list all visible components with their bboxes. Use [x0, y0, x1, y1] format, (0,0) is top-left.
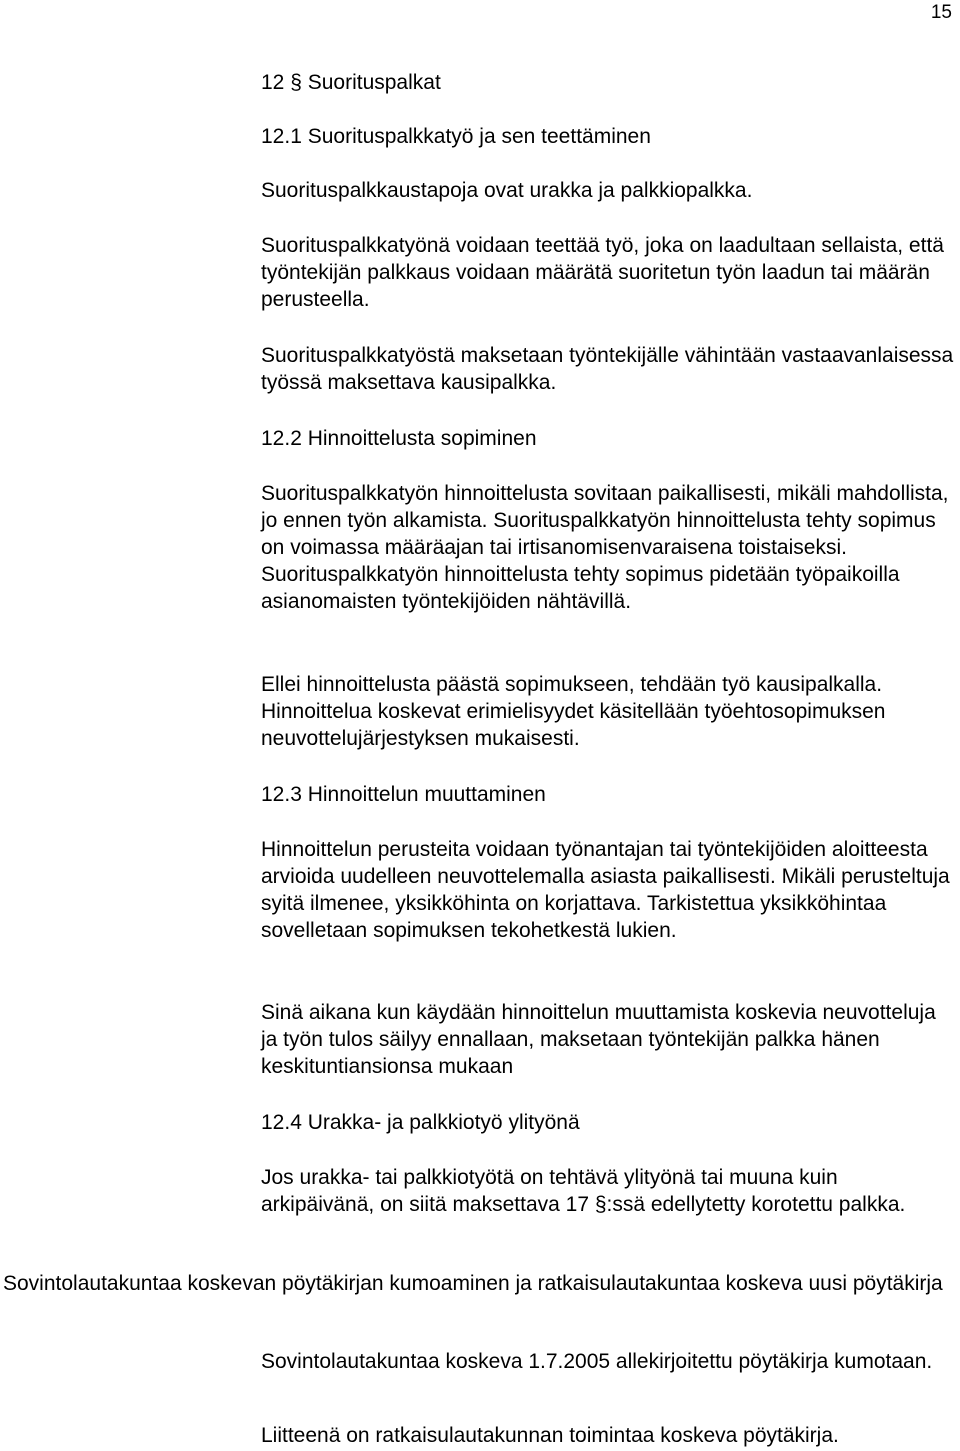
sovinto-paragraph-1: Sovintolautakuntaa koskeva 1.7.2005 allekirjoitettu pöytäkirja kumotaan. — [261, 1350, 933, 1373]
sovinto-heading: Sovintolautakuntaa koskevan pöytäkirjan kumoaminen ja ratkaisulautakuntaa koskeva uusi pöytäkirja — [3, 1272, 943, 1295]
section-12-2-paragraph-1: Suorituspalkkatyön hinnoittelusta sovitaan paikallisesti, mikäli mahdollista, jo ennen työn alkamista. Suorituspalkkatyön hinnoittelusta tehty sopimus on voimassa määräajan tai irtisanomisenvaraisena toistaiseksi. Suorituspalkkatyön hinnoittelusta tehty sopimus pidetään työpaikoilla asianomaisten työntekijöiden nähtävillä. — [261, 482, 949, 613]
section-12-heading: 12 § Suorituspalkat — [261, 71, 441, 94]
section-12-1-paragraph-2: Suorituspalkkatyönä voidaan teettää työ, joka on laadultaan sellaista, että työntekijän palkkaus voidaan määrätä suoritetun työn laadun tai määrän perusteella. — [261, 234, 944, 311]
section-12-4-paragraph-1: Jos urakka- tai palkkiotyötä on tehtävä ylityönä tai muuna kuin arkipäivänä, on siitä maksettava 17 §:ssä edellytetty korotettu palkka. — [261, 1166, 906, 1216]
section-12-3-paragraph-2: Sinä aikana kun käydään hinnoittelun muuttamista koskevia neuvotteluja ja työn tulos säilyy ennallaan, maksetaan työntekijän palkka hänen keskituntiansionsa mukaan — [261, 1001, 936, 1078]
section-12-2-paragraph-2: Ellei hinnoittelusta päästä sopimukseen, tehdään työ kausipalkalla. Hinnoittelua koskevat erimielisyydet käsitellään työehtosopimuksen neuvottelujärjestyksen mukaisesti. — [261, 673, 886, 750]
section-12-1-heading: 12.1 Suorituspalkkatyö ja sen teettäminen — [261, 125, 651, 148]
section-12-1-paragraph-1: Suorituspalkkaustapoja ovat urakka ja palkkiopalkka. — [261, 179, 753, 202]
section-12-2-heading: 12.2 Hinnoittelusta sopiminen — [261, 427, 537, 450]
sovinto-paragraph-2: Liitteenä on ratkaisulautakunnan toimintaa koskeva pöytäkirja. — [261, 1424, 839, 1447]
section-12-3-paragraph-1: Hinnoittelun perusteita voidaan työnantajan tai työntekijöiden aloitteesta arvioida uudelleen neuvottelemalla asiasta paikallisesti. Mikäli perusteltuja syitä ilmenee, yksikköhinta on korjattava. Tarkistettua yksikköhintaa sovelletaan sopimuksen tekohetkestä lukien. — [261, 838, 950, 942]
section-12-1-paragraph-3: Suorituspalkkatyöstä maksetaan työntekijälle vähintään vastaavanlaisessa työssä maksettava kausipalkka. — [261, 344, 954, 394]
page-number: 15 — [930, 2, 952, 23]
section-12-4-heading: 12.4 Urakka- ja palkkiotyö ylityönä — [261, 1111, 580, 1134]
section-12-3-heading: 12.3 Hinnoittelun muuttaminen — [261, 783, 546, 806]
